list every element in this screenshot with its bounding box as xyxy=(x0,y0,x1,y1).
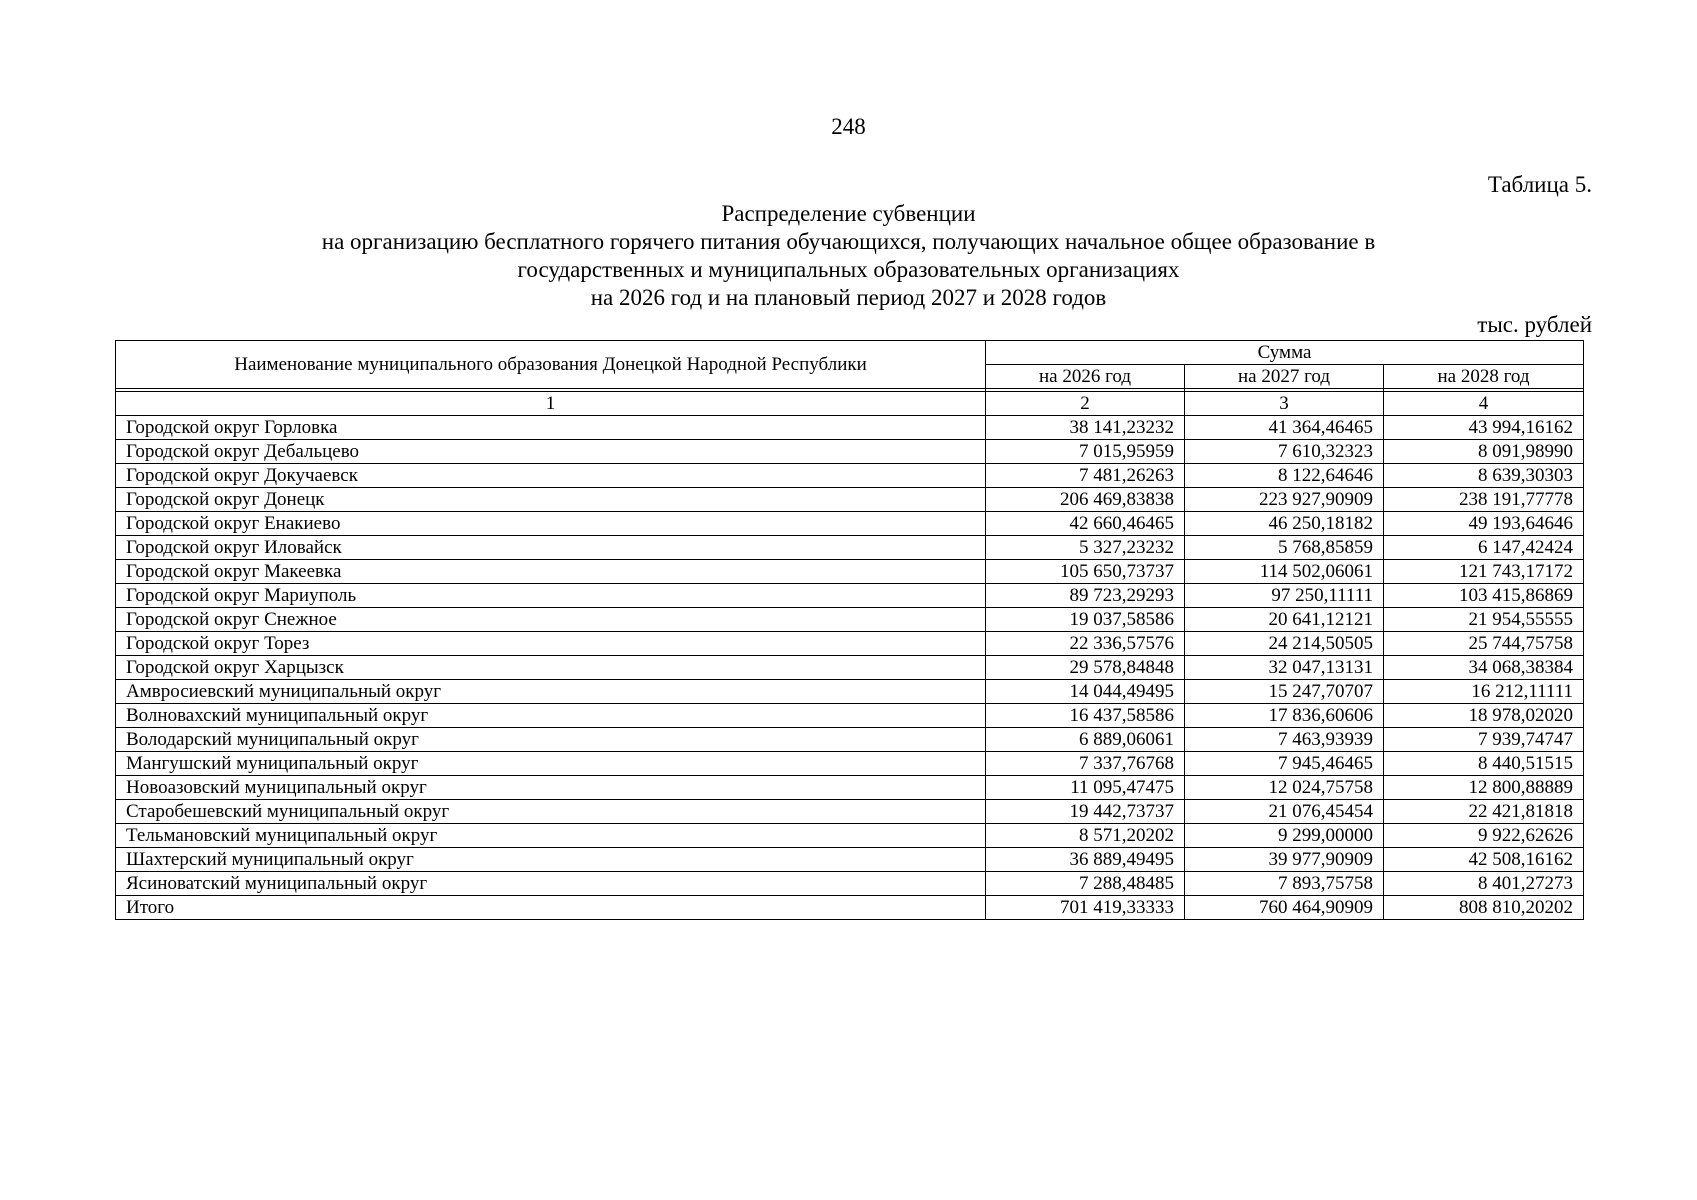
amount-2026-cell: 22 336,57576 xyxy=(986,632,1185,656)
municipality-name-cell: Шахтерский муниципальный округ xyxy=(116,848,986,872)
amount-2027-cell: 97 250,11111 xyxy=(1185,584,1384,608)
municipality-name-cell: Городской округ Мариуполь xyxy=(116,584,986,608)
municipality-name-cell: Мангушский муниципальный округ xyxy=(116,752,986,776)
table-row xyxy=(116,464,1584,488)
table-row xyxy=(116,416,1584,440)
amount-2028-cell: 16 212,11111 xyxy=(1384,680,1584,704)
table-row xyxy=(116,632,1584,656)
amount-2026-cell: 5 327,23232 xyxy=(986,536,1185,560)
amount-2026-cell: 36 889,49495 xyxy=(986,848,1185,872)
table-row xyxy=(116,560,1584,584)
amount-2027-cell: 223 927,90909 xyxy=(1185,488,1384,512)
table-row xyxy=(116,488,1584,512)
amount-2028-cell: 34 068,38384 xyxy=(1384,656,1584,680)
column-number: 4 xyxy=(1384,392,1584,416)
municipality-name-cell: Новоазовский муниципальный округ xyxy=(116,776,986,800)
column-number: 1 xyxy=(116,392,986,416)
amount-2026-cell: 38 141,23232 xyxy=(986,416,1185,440)
year-2028-header: на 2028 год xyxy=(1384,365,1584,389)
amount-2026-cell: 19 037,58586 xyxy=(986,608,1185,632)
amount-2026-cell: 6 889,06061 xyxy=(986,728,1185,752)
heading-line-1: Распределение субвенции xyxy=(721,201,976,226)
table-row xyxy=(116,656,1584,680)
amount-2028-cell: 49 193,64646 xyxy=(1384,512,1584,536)
table-row xyxy=(116,824,1584,848)
amount-2027-cell: 39 977,90909 xyxy=(1185,848,1384,872)
column-number: 3 xyxy=(1185,392,1384,416)
municipality-name-cell: Городской округ Торез xyxy=(116,632,986,656)
table-row xyxy=(116,848,1584,872)
amount-2027-cell: 5 768,85859 xyxy=(1185,536,1384,560)
municipality-name-cell: Городской округ Макеевка xyxy=(116,560,986,584)
amount-2028-cell: 103 415,86869 xyxy=(1384,584,1584,608)
municipality-name-cell: Амвросиевский муниципальный округ xyxy=(116,680,986,704)
municipality-name-cell: Старобешевский муниципальный округ xyxy=(116,800,986,824)
amount-2028-cell: 8 440,51515 xyxy=(1384,752,1584,776)
amount-2028-cell: 43 994,16162 xyxy=(1384,416,1584,440)
table-row xyxy=(116,536,1584,560)
amount-2028-cell: 18 978,02020 xyxy=(1384,704,1584,728)
amount-2026-cell: 7 015,95959 xyxy=(986,440,1185,464)
amount-2028-cell: 25 744,75758 xyxy=(1384,632,1584,656)
table-row xyxy=(116,608,1584,632)
municipality-name-cell: Городской округ Донецк xyxy=(116,488,986,512)
amount-2027-cell: 32 047,13131 xyxy=(1185,656,1384,680)
heading-line-4: на 2026 год и на плановый период 2027 и 2028 годов xyxy=(590,285,1107,310)
amount-2026-cell: 7 481,26263 xyxy=(986,464,1185,488)
amount-2028-cell: 121 743,17172 xyxy=(1384,560,1584,584)
municipality-name-cell: Городской округ Иловайск xyxy=(116,536,986,560)
amount-2026-cell: 14 044,49495 xyxy=(986,680,1185,704)
amount-2028-cell: 6 147,42424 xyxy=(1384,536,1584,560)
table-row xyxy=(116,800,1584,824)
amount-2028-cell: 21 954,55555 xyxy=(1384,608,1584,632)
sum-header: Сумма xyxy=(986,341,1584,365)
table-heading xyxy=(0,200,1697,312)
amount-2027-cell: 7 463,93939 xyxy=(1185,728,1384,752)
amount-2028-cell: 7 939,74747 xyxy=(1384,728,1584,752)
total-row xyxy=(116,896,1584,920)
municipality-name-cell: Городской округ Енакиево xyxy=(116,512,986,536)
amount-2026-cell: 11 095,47475 xyxy=(986,776,1185,800)
table-label: Таблица 5. xyxy=(1487,172,1592,197)
amount-2027-cell: 41 364,46465 xyxy=(1185,416,1384,440)
amount-2028-cell: 8 401,27273 xyxy=(1384,872,1584,896)
amount-2026-cell: 7 288,48485 xyxy=(986,872,1185,896)
amount-2026-cell: 16 437,58586 xyxy=(986,704,1185,728)
municipality-name-cell: Городской округ Харцызск xyxy=(116,656,986,680)
column-numbers-row xyxy=(116,392,1584,416)
amount-2027-cell: 8 122,64646 xyxy=(1185,464,1384,488)
table-row xyxy=(116,512,1584,536)
amount-2027-cell: 7 945,46465 xyxy=(1185,752,1384,776)
subvention-table xyxy=(115,340,1584,920)
municipality-name-cell: Ясиноватский муниципальный округ xyxy=(116,872,986,896)
amount-2028-cell: 808 810,20202 xyxy=(1384,896,1584,920)
amount-2027-cell: 114 502,06061 xyxy=(1185,560,1384,584)
units-label: тыс. рублей xyxy=(1477,312,1592,337)
table-row xyxy=(116,584,1584,608)
amount-2026-cell: 42 660,46465 xyxy=(986,512,1185,536)
municipality-name-cell: Городской округ Дебальцево xyxy=(116,440,986,464)
table-row xyxy=(116,752,1584,776)
heading-line-3: государственных и муниципальных образовательных организациях xyxy=(517,257,1180,282)
amount-2028-cell: 22 421,81818 xyxy=(1384,800,1584,824)
amount-2027-cell: 20 641,12121 xyxy=(1185,608,1384,632)
municipality-name-cell: Тельмановский муниципальный округ xyxy=(116,824,986,848)
year-2026-header: на 2026 год xyxy=(986,365,1185,389)
amount-2026-cell: 19 442,73737 xyxy=(986,800,1185,824)
municipality-name-cell: Городской округ Горловка xyxy=(116,416,986,440)
amount-2026-cell: 89 723,29293 xyxy=(986,584,1185,608)
amount-2026-cell: 105 650,73737 xyxy=(986,560,1185,584)
table-row xyxy=(116,440,1584,464)
table-row xyxy=(116,704,1584,728)
amount-2027-cell: 760 464,90909 xyxy=(1185,896,1384,920)
amount-2026-cell: 7 337,76768 xyxy=(986,752,1185,776)
amount-2026-cell: 206 469,83838 xyxy=(986,488,1185,512)
amount-2027-cell: 21 076,45454 xyxy=(1185,800,1384,824)
table-row xyxy=(116,776,1584,800)
amount-2027-cell: 24 214,50505 xyxy=(1185,632,1384,656)
amount-2028-cell: 8 091,98990 xyxy=(1384,440,1584,464)
amount-2027-cell: 9 299,00000 xyxy=(1185,824,1384,848)
municipality-name-cell: Итого xyxy=(116,896,986,920)
amount-2028-cell: 8 639,30303 xyxy=(1384,464,1584,488)
column-number: 2 xyxy=(986,392,1185,416)
heading-line-2: на организацию бесплатного горячего питания обучающихся, получающих начальное общее образование в xyxy=(321,229,1376,254)
amount-2027-cell: 12 024,75758 xyxy=(1185,776,1384,800)
amount-2028-cell: 238 191,77778 xyxy=(1384,488,1584,512)
amount-2028-cell: 9 922,62626 xyxy=(1384,824,1584,848)
table-row xyxy=(116,680,1584,704)
amount-2026-cell: 29 578,84848 xyxy=(986,656,1185,680)
name-column-header: Наименование муниципального образования Донецкой Народной Республики xyxy=(116,341,986,389)
page-number: 248 xyxy=(831,114,866,139)
amount-2027-cell: 7 610,32323 xyxy=(1185,440,1384,464)
municipality-name-cell: Володарский муниципальный округ xyxy=(116,728,986,752)
table-body xyxy=(116,416,1584,920)
amount-2026-cell: 8 571,20202 xyxy=(986,824,1185,848)
amount-2027-cell: 17 836,60606 xyxy=(1185,704,1384,728)
amount-2028-cell: 12 800,88889 xyxy=(1384,776,1584,800)
amount-2027-cell: 46 250,18182 xyxy=(1185,512,1384,536)
table-row xyxy=(116,728,1584,752)
municipality-name-cell: Городской округ Докучаевск xyxy=(116,464,986,488)
municipality-name-cell: Городской округ Снежное xyxy=(116,608,986,632)
year-2027-header: на 2027 год xyxy=(1185,365,1384,389)
table-row xyxy=(116,872,1584,896)
amount-2027-cell: 7 893,75758 xyxy=(1185,872,1384,896)
amount-2028-cell: 42 508,16162 xyxy=(1384,848,1584,872)
amount-2027-cell: 15 247,70707 xyxy=(1185,680,1384,704)
municipality-name-cell: Волновахский муниципальный округ xyxy=(116,704,986,728)
amount-2026-cell: 701 419,33333 xyxy=(986,896,1185,920)
